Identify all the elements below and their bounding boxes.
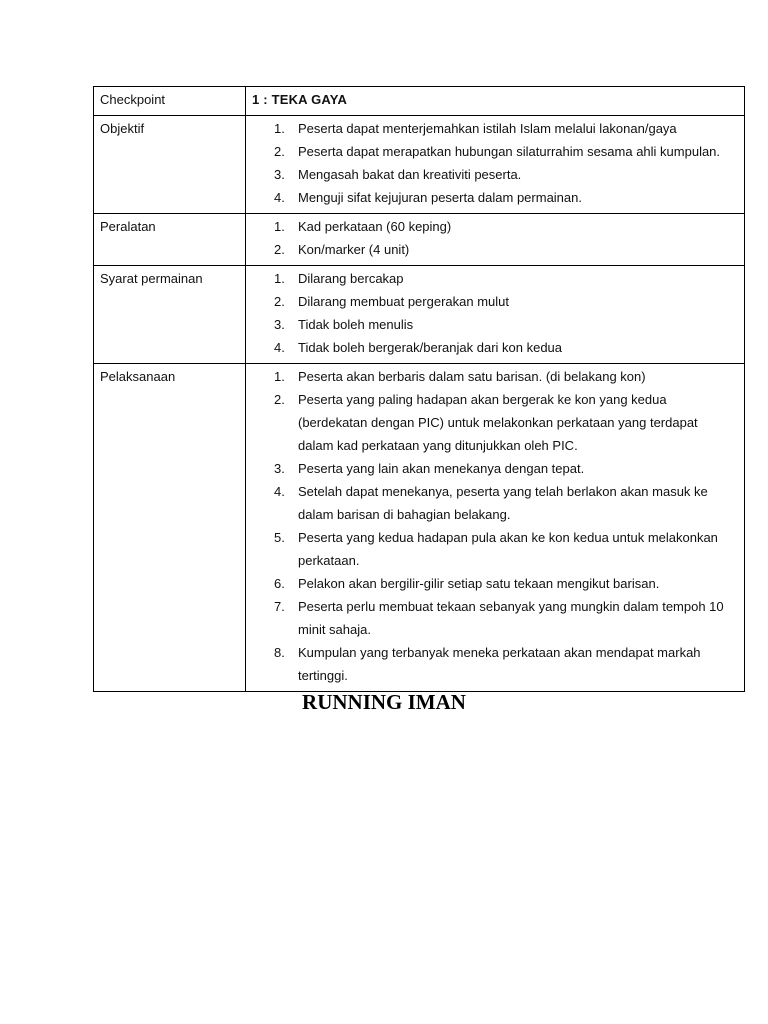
list-item-number: 4. — [274, 190, 285, 205]
list-item — [252, 388, 738, 457]
list-item-number: 5. — [274, 530, 285, 545]
list-item-text: Peserta dapat menterjemahkan istilah Islam melalui lakonan/gaya — [298, 121, 677, 136]
list-item — [252, 117, 738, 140]
list-item-text: Dilarang membuat pergerakan mulut — [298, 294, 509, 309]
list-item-text: Pelakon akan bergilir-gilir setiap satu tekaan mengikut barisan. — [298, 576, 660, 591]
list-item — [252, 641, 738, 687]
row-label: Peralatan — [94, 214, 246, 266]
list-item-text: Peserta yang paling hadapan akan bergerak ke kon yang kedua (berdekatan dengan PIC) untuk melakonkan perkataan yang terdapat dalam kad perkataan yang ditunjukkan oleh PIC. — [298, 392, 698, 453]
list-item — [252, 365, 738, 388]
row-label: Checkpoint — [94, 87, 246, 116]
row-label: Objektif — [94, 116, 246, 214]
list-item-number: 4. — [274, 484, 285, 499]
list-item — [252, 215, 738, 238]
list-item-text: Setelah dapat menekanya, peserta yang telah berlakon akan masuk ke dalam barisan di bahagian belakang. — [298, 484, 708, 522]
procedure-list — [252, 365, 738, 687]
row-syarat-permainan — [94, 266, 745, 364]
list-item — [252, 336, 738, 359]
list-item-number: 2. — [274, 392, 285, 407]
list-item — [252, 163, 738, 186]
list-item — [252, 526, 738, 572]
game-info-table — [93, 86, 745, 692]
row-pelaksanaan — [94, 364, 745, 692]
row-value — [246, 214, 745, 266]
list-item-number: 2. — [274, 294, 285, 309]
list-item — [252, 140, 738, 163]
list-item-number: 3. — [274, 461, 285, 476]
list-item-number: 4. — [274, 340, 285, 355]
checkpoint-title: 1 : TEKA GAYA — [252, 92, 348, 107]
list-item — [252, 572, 738, 595]
row-objektif — [94, 116, 745, 214]
list-item-text: Kumpulan yang terbanyak meneka perkataan akan mendapat markah tertinggi. — [298, 645, 701, 683]
section-title: RUNNING IMAN — [302, 690, 466, 714]
rules-list — [252, 267, 738, 359]
row-value — [246, 266, 745, 364]
list-item-text: Peserta dapat merapatkan hubungan silaturrahim sesama ahli kumpulan. — [298, 144, 721, 159]
list-item-number: 7. — [274, 599, 285, 614]
list-item — [252, 238, 738, 261]
list-item-text: Kad perkataan (60 keping) — [298, 219, 452, 234]
equipment-list — [252, 215, 738, 261]
list-item-text: Mengasah bakat dan kreativiti peserta. — [298, 167, 522, 182]
list-item-number: 1. — [274, 369, 285, 384]
row-value — [246, 116, 745, 214]
list-item-number: 1. — [274, 271, 285, 286]
list-item-number: 3. — [274, 317, 285, 332]
list-item — [252, 267, 738, 290]
list-item-text: Tidak boleh bergerak/beranjak dari kon kedua — [298, 340, 563, 355]
list-item-text: Tidak boleh menulis — [298, 317, 414, 332]
list-item-text: Kon/marker (4 unit) — [298, 242, 410, 257]
row-value — [246, 364, 745, 692]
list-item — [252, 186, 738, 209]
list-item — [252, 595, 738, 641]
list-item-number: 1. — [274, 219, 285, 234]
row-label: Pelaksanaan — [94, 364, 246, 692]
row-value — [246, 87, 745, 116]
list-item-number: 3. — [274, 167, 285, 182]
list-item — [252, 480, 738, 526]
row-peralatan — [94, 214, 745, 266]
list-item — [252, 313, 738, 336]
row-label: Syarat permainan — [94, 266, 246, 364]
list-item-text: Peserta perlu membuat tekaan sebanyak yang mungkin dalam tempoh 10 minit sahaja. — [298, 599, 724, 637]
list-item-text: Peserta yang kedua hadapan pula akan ke kon kedua untuk melakonkan perkataan. — [298, 530, 718, 568]
row-checkpoint — [94, 87, 745, 116]
objective-list — [252, 117, 738, 209]
list-item-number: 8. — [274, 645, 285, 660]
list-item-text: Dilarang bercakap — [298, 271, 404, 286]
list-item-number: 2. — [274, 242, 285, 257]
list-item-text: Peserta akan berbaris dalam satu barisan. (di belakang kon) — [298, 369, 646, 384]
list-item — [252, 457, 738, 480]
list-item-number: 1. — [274, 121, 285, 136]
list-item-text: Menguji sifat kejujuran peserta dalam permainan. — [298, 190, 582, 205]
list-item-number: 6. — [274, 576, 285, 591]
list-item-text: Peserta yang lain akan menekanya dengan tepat. — [298, 461, 585, 476]
list-item-number: 2. — [274, 144, 285, 159]
list-item — [252, 290, 738, 313]
